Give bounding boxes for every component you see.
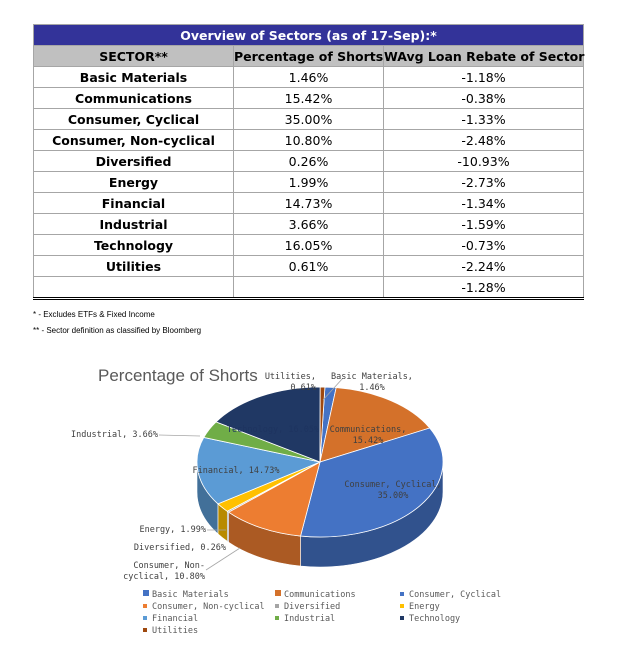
loan-rebate-cell: -1.18% — [384, 67, 584, 88]
sector-cell: Utilities — [34, 256, 234, 277]
loan-rebate-cell: -0.38% — [384, 88, 584, 109]
legend-label-industrial: Industrial — [284, 614, 336, 624]
total-rebate: -1.28% — [384, 277, 584, 299]
sector-cell: Technology — [34, 235, 234, 256]
sector-cell: Energy — [34, 172, 234, 193]
data-label-energy — [139, 525, 206, 535]
pct-shorts-cell: 1.46% — [234, 67, 384, 88]
data-label-line: Industrial, 3.66% — [71, 430, 158, 440]
legend-label-diversified: Diversified — [284, 602, 341, 612]
legend-swatch-communications — [275, 590, 281, 596]
data-label-line: 0.61% — [290, 383, 316, 393]
chart-title: Percentage of Shorts — [98, 366, 258, 385]
legend-swatch-consumer-non-cyclical — [143, 604, 147, 608]
loan-rebate-cell: -1.33% — [384, 109, 584, 130]
legend-label-technology: Technology — [409, 614, 461, 624]
sector-cell: Basic Materials — [34, 67, 234, 88]
data-label-industrial — [71, 430, 158, 440]
footnote-etfs: * - Excludes ETFs & Fixed Income — [33, 310, 155, 319]
loan-rebate-cell: -2.48% — [384, 130, 584, 151]
data-label-line: Technology, 16.05% — [226, 425, 320, 435]
sector-cell: Communications — [34, 88, 234, 109]
data-label-line: Financial, 14.73% — [192, 466, 280, 476]
legend-label-financial: Financial — [152, 614, 199, 624]
legend-label-consumer-non-cyclical: Consumer, Non-cyclical — [152, 602, 265, 612]
legend-swatch-technology — [400, 616, 404, 620]
sector-cell: Financial — [34, 193, 234, 214]
pct-shorts-cell: 16.05% — [234, 235, 384, 256]
loan-rebate-cell: -2.24% — [384, 256, 584, 277]
legend-swatch-energy — [400, 604, 404, 608]
legend-swatch-financial — [143, 616, 147, 620]
legend-label-consumer-cyclical: Consumer, Cyclical — [409, 590, 502, 600]
loan-rebate-cell: -10.93% — [384, 151, 584, 172]
data-label-line: Diversified, 0.26% — [133, 543, 226, 553]
header-sector: SECTOR** — [34, 46, 234, 67]
pct-shorts-cell: 0.61% — [234, 256, 384, 277]
data-label-line: Consumer, Non- — [133, 561, 205, 571]
data-label-line: Utilities, — [264, 372, 316, 382]
data-label-line: Energy, 1.99% — [139, 525, 206, 535]
pct-shorts-cell: 10.80% — [234, 130, 384, 151]
data-label-utilities — [265, 372, 316, 393]
pct-shorts-cell: 15.42% — [234, 88, 384, 109]
legend-label-energy: Energy — [409, 602, 440, 612]
legend-swatch-consumer-cyclical — [400, 592, 404, 596]
sector-cell: Consumer, Non-cyclical — [34, 130, 234, 151]
legend-swatch-diversified — [275, 604, 279, 608]
legend-label-utilities: Utilities — [152, 626, 199, 636]
legend-swatch-basic-materials — [143, 590, 149, 596]
sector-cell: Diversified — [34, 151, 234, 172]
pct-shorts-cell: 14.73% — [234, 193, 384, 214]
table-title: Overview of Sectors (as of 17-Sep):* — [34, 25, 584, 46]
legend-label-communications: Communications — [284, 590, 356, 600]
data-label-line: 15.42% — [352, 436, 384, 446]
data-label-line: Consumer, Cyclical, — [344, 480, 442, 490]
data-label-line: 35.00% — [377, 491, 409, 501]
pct-shorts-cell: 1.99% — [234, 172, 384, 193]
data-label-line: 1.46% — [359, 383, 385, 393]
data-label-line: Basic Materials, — [331, 372, 413, 382]
sector-cell: Industrial — [34, 214, 234, 235]
legend-swatch-utilities — [143, 628, 147, 632]
header-loan-rebate: WAvg Loan Rebate of Sector — [384, 46, 584, 67]
data-label-technology — [227, 425, 319, 435]
data-label-diversified — [134, 543, 226, 553]
sector-cell: Consumer, Cyclical — [34, 109, 234, 130]
data-label-consumer-non-cyclical — [123, 561, 205, 582]
legend-label-basic-materials: Basic Materials — [152, 590, 229, 600]
loan-rebate-cell: -1.34% — [384, 193, 584, 214]
loan-rebate-cell: -1.59% — [384, 214, 584, 235]
pct-shorts-cell: 35.00% — [234, 109, 384, 130]
data-label-line: Communications, — [329, 425, 407, 435]
legend-swatch-industrial — [275, 616, 279, 620]
loan-rebate-cell: -0.73% — [384, 235, 584, 256]
pct-shorts-cell: 3.66% — [234, 214, 384, 235]
header-pct-shorts: Percentage of Shorts — [234, 46, 384, 67]
footnote-bloomberg: ** - Sector definition as classified by Bloomberg — [33, 326, 202, 335]
data-label-financial — [193, 466, 280, 476]
leader-line-industrial — [159, 435, 200, 436]
data-label-line: cyclical, 10.80% — [123, 572, 205, 582]
loan-rebate-cell: -2.73% — [384, 172, 584, 193]
pct-shorts-cell: 0.26% — [234, 151, 384, 172]
